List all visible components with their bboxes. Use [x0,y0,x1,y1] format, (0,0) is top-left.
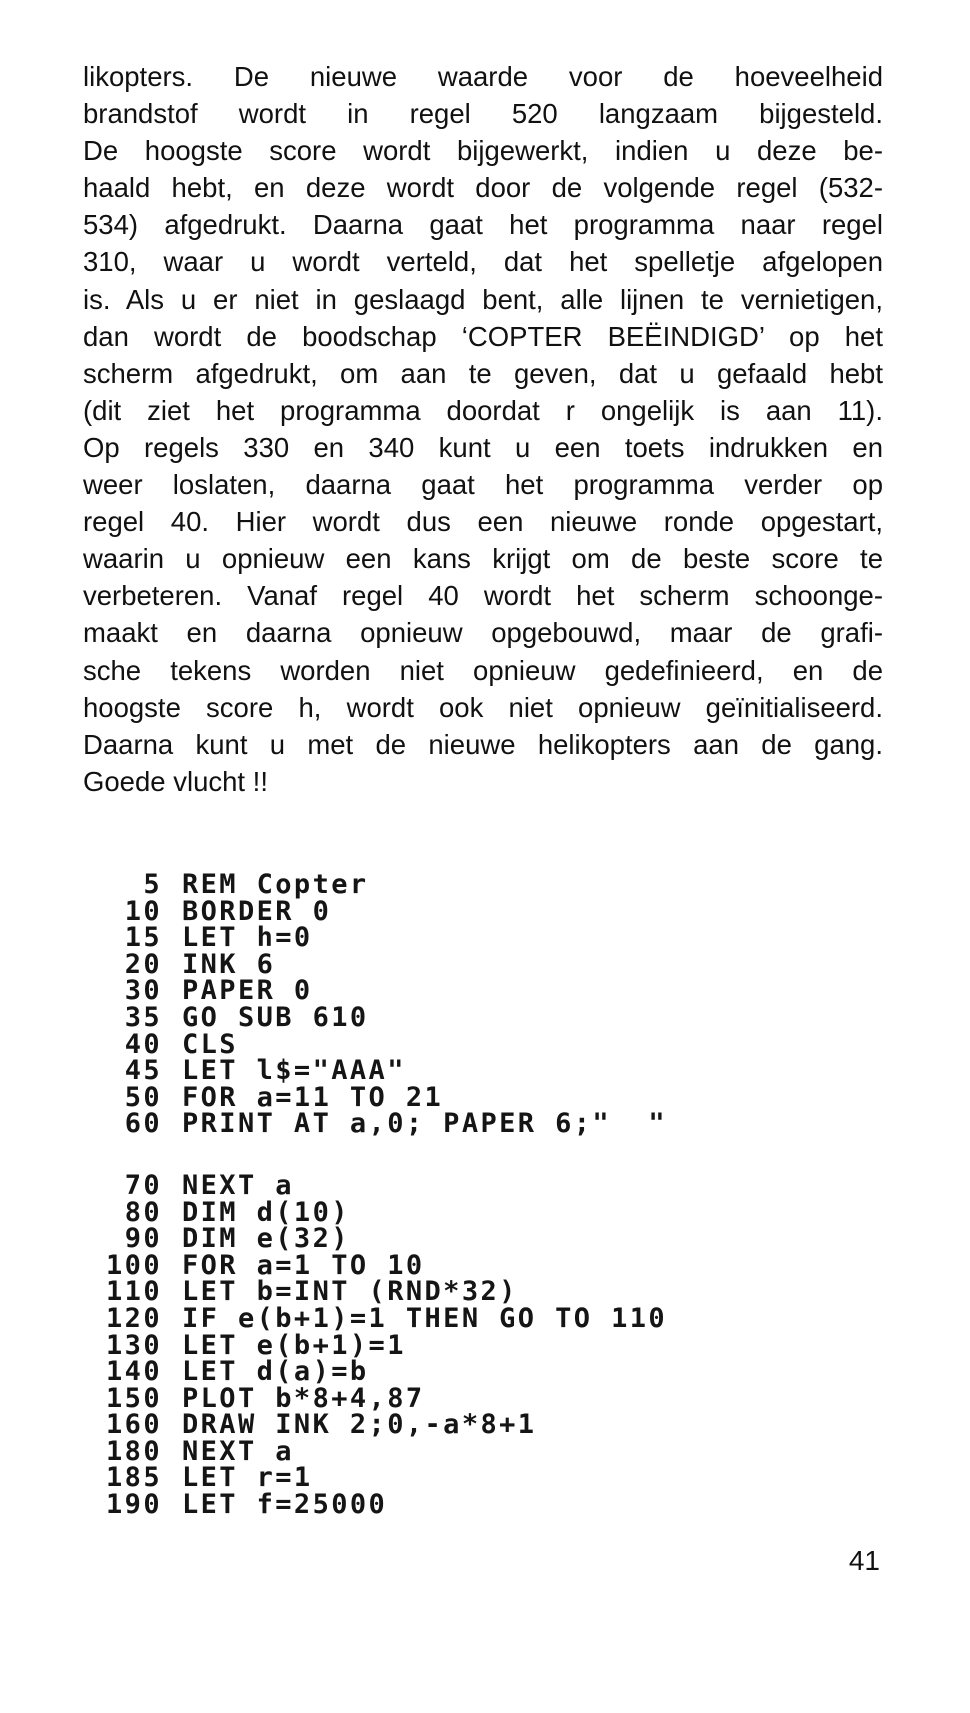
line-number: 45 [124,1055,162,1087]
listing-row [92,1409,667,1441]
line-code: LET r=1 [182,1462,313,1494]
text-line: maakt en daarna opnieuw opgebouwd, maar de grafi- [83,617,883,649]
line-number: 50 [124,1081,162,1113]
line-code: LET b=INT (RND*32) [182,1276,518,1308]
text-line: likopters. De nieuwe waarde voor de hoeveelheid [83,61,883,92]
text-line: waarin u opnieuw een kans krijgt om de beste score te [83,543,883,575]
basic-program-listing [92,869,668,1521]
listing-row [92,1302,668,1334]
line-number: 100 [106,1249,162,1281]
listing-row [92,1276,667,1308]
line-number: 20 [124,948,162,980]
text-line: haald hebt, en deze wordt door de volgende regel (532- [83,172,883,204]
listing-row [92,922,667,954]
line-number: 110 [106,1276,162,1308]
listing-row [92,1435,667,1467]
line-number: 190 [106,1489,162,1521]
text-line: sche tekens worden niet opnieuw gedefinieerd, en de [83,654,883,686]
line-number: 10 [124,895,162,927]
line-code: PAPER 0 [182,975,313,1007]
text-line: is. Als u er niet in geslaagd bent, alle lijnen te vernietigen, [83,283,883,315]
listing-row [92,1356,667,1388]
listing-row [92,1382,667,1414]
line-number: 30 [124,975,162,1007]
line-code: LET e(b+1)=1 [182,1329,406,1361]
text-line: hoogste score h, wordt ook niet opnieuw geïnitialiseerd. [83,691,883,723]
line-number: 185 [106,1462,162,1494]
listing-row [92,1329,667,1361]
line-number: 120 [106,1302,162,1334]
listing-row [92,1028,667,1060]
text-line: Daarna kunt u met de nieuwe helikopters aan de gang. [83,728,883,760]
line-code: PLOT b*8+4,87 [182,1382,425,1414]
line-code: LET f=25000 [182,1489,388,1521]
line-number: 70 [124,1169,162,1201]
body-text [83,58,883,800]
line-code: INK 6 [182,948,276,980]
line-code: DRAW INK 2;0,-a*8+1 [182,1409,537,1441]
listing-row [92,1223,667,1255]
line-code: DIM d(10) [182,1196,350,1228]
listing-row [92,1169,667,1201]
listing-row [92,1196,667,1228]
line-code: REM Copter [182,869,369,900]
listing-row [92,975,667,1007]
text-line: verbeteren. Vanaf regel 40 wordt het scherm schoonge- [83,580,883,612]
text-line: Goede vlucht !! [83,765,268,797]
line-code: BORDER 0 [182,895,332,927]
line-number: 150 [106,1382,162,1414]
listing-row [92,1001,667,1033]
listing-row [92,1462,667,1494]
listing-row [92,1249,667,1281]
line-number: 180 [106,1435,162,1467]
line-code: PRINT AT a,0; PAPER 6;" " [182,1108,668,1140]
line-code: LET h=0 [182,922,313,954]
text-line: scherm afgedrukt, om aan te geven, dat u gefaald hebt [83,357,883,389]
line-code: FOR a=1 TO 10 [182,1249,425,1281]
listing-row [92,869,667,900]
line-code: NEXT a [182,1435,294,1467]
listing-row [92,1489,667,1521]
line-number: 80 [124,1196,162,1228]
text-line: regel 40. Hier wordt dus een nieuwe ronde opgestart, [83,506,883,538]
line-code: DIM e(32) [182,1223,350,1255]
line-code: LET l$="AAA" [182,1055,406,1087]
text-line: weer loslaten, daarna gaat het programma verder op [83,469,883,501]
line-number: 140 [106,1356,162,1388]
line-code: LET d(a)=b [182,1356,369,1388]
line-number: 160 [106,1409,162,1441]
line-number: 35 [124,1001,162,1033]
line-number: 5 [143,869,162,900]
line-number: 40 [124,1028,162,1060]
listing-row [92,895,667,927]
line-code: IF e(b+1)=1 THEN GO TO 110 [182,1302,668,1334]
line-number: 130 [106,1329,162,1361]
page-number: 41 [848,1545,880,1576]
line-code: CLS [182,1028,238,1060]
text-line: brandstof wordt in regel 520 langzaam bijgesteld. [83,98,883,130]
text-line: 310, waar u wordt verteld, dat het spelletje afgelopen [83,246,883,278]
listing-row [92,948,667,980]
line-number: 60 [124,1108,162,1140]
text-line: De hoogste score wordt bijgewerkt, indien u deze be- [83,135,883,167]
line-code: GO SUB 610 [182,1001,369,1033]
text-line: Op regels 330 en 340 kunt u een toets indrukken en [83,431,883,463]
listing-row [92,1055,667,1087]
text-line: dan wordt de boodschap ‘COPTER BEËINDIGD’ op het [83,320,883,352]
line-code: FOR a=11 TO 21 [182,1081,444,1113]
line-number: 90 [124,1223,162,1255]
listing-row [92,1081,667,1113]
line-number: 15 [124,922,162,954]
text-line: 534) afgedrukt. Daarna gaat het programma naar regel [83,209,883,241]
text-line: (dit ziet het programma doordat r ongelijk is aan 11). [83,394,883,426]
line-code: NEXT a [182,1169,294,1201]
listing-row [92,1108,668,1140]
